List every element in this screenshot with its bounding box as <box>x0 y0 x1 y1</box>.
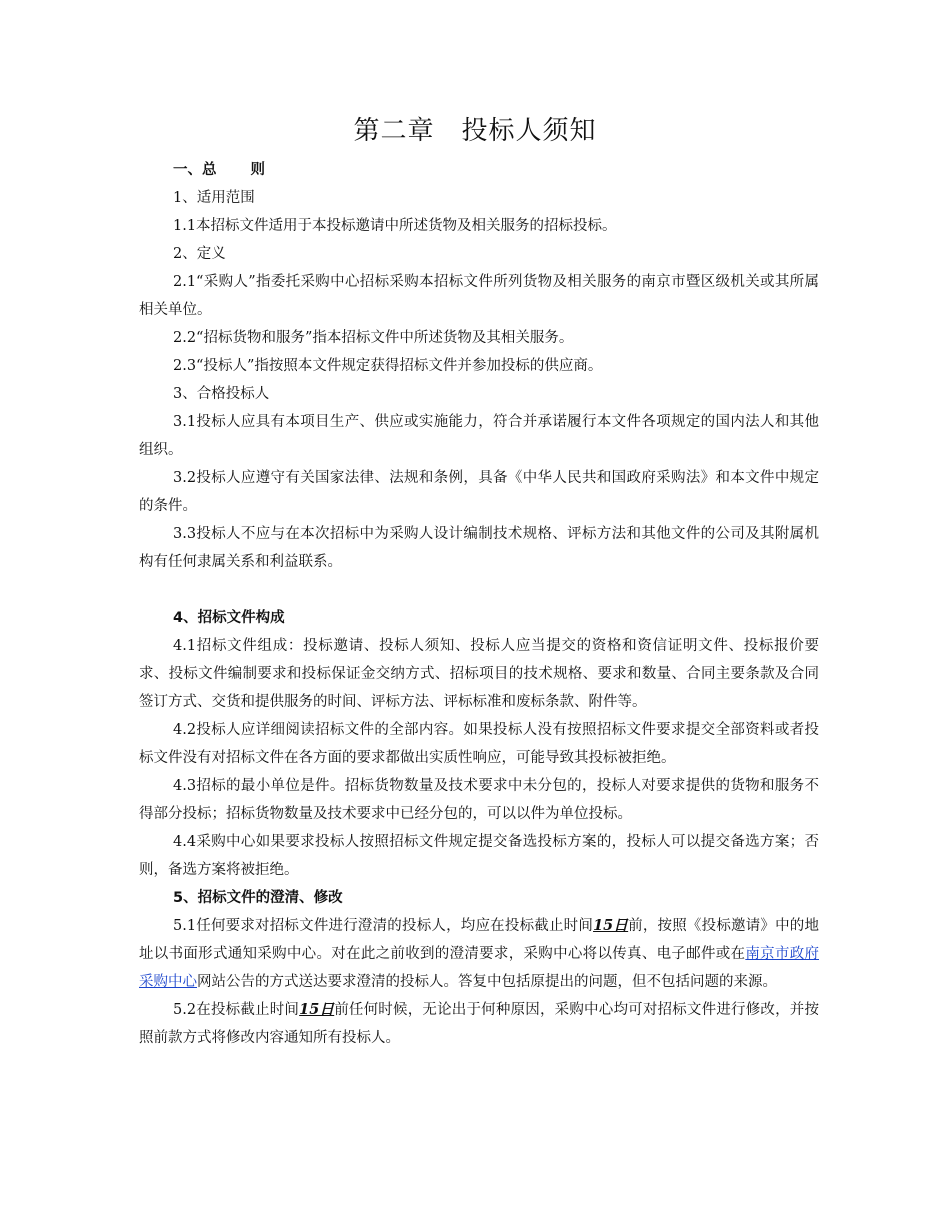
para-2-1: 2.1“采购人”指委托采购中心招标采购本招标文件所列货物及相关服务的南京市暨区级机关或其所属相关单位。 <box>139 274 819 318</box>
para-3-3: 3.3投标人不应与在本次招标中为采购人设计编制技术规格、评标方法和其他文件的公司及其附属机构有任何隶属关系和利益联系。 <box>139 526 819 570</box>
document-body <box>139 156 819 1052</box>
section-heading-4: 4、招标文件构成 <box>173 610 285 626</box>
heading-part-a: 一、总 <box>173 162 217 178</box>
para-qualified-bidder-heading: 3、合格投标人 <box>173 386 270 402</box>
para-3-1: 3.1投标人应具有本项目生产、供应或实施能力，符合并承诺履行本文件各项规定的国内法人和其他组织。 <box>139 414 819 458</box>
para-definition-heading: 2、定义 <box>173 246 226 262</box>
deadline-days: 15日 <box>593 917 629 934</box>
para-2-3: 2.3“投标人”指按照本文件规定获得招标文件并参加投标的供应商。 <box>173 358 603 374</box>
para-5-1-part-c: 网站公告的方式送达要求澄清的投标人。答复中包括原提出的问题，但不包括问题的来源。 <box>197 974 777 990</box>
heading-part-b: 则 <box>250 162 265 178</box>
para-3-2: 3.2投标人应遵守有关国家法律、法规和条例，具备《中华人民共和国政府采购法》和本文件中规定的条件。 <box>139 470 819 514</box>
para-5-2-part-a: 5.2在投标截止时间 <box>173 1002 300 1018</box>
section-heading-5: 5、招标文件的澄清、修改 <box>173 890 343 906</box>
deadline-days: 15日 <box>299 1001 335 1018</box>
para-scope-heading: 1、适用范围 <box>173 190 255 206</box>
nanjing-procurement-center-link[interactable]: 南京市政府采购中心 <box>139 946 819 990</box>
para-5-1-part-a: 5.1任何要求对招标文件进行澄清的投标人，均应在投标截止时间 <box>173 918 594 934</box>
para-4-4: 4.4采购中心如果要求投标人按照招标文件规定提交备选投标方案的，投标人可以提交备选方案；否则，备选方案将被拒绝。 <box>139 834 819 878</box>
para-5-1-part-b: 前，按照《投标邀请》中的地址以书面形式通知采购中心。对在此之前收到的澄清要求，采购中心将以传真、电子邮件或在 <box>139 918 819 962</box>
para-5-2-part-b: 前任何时候，无论出于何种原因，采购中心均可对招标文件进行修改，并按照前款方式将修改内容通知所有投标人。 <box>139 1002 820 1046</box>
para-1-1: 1.1本招标文件适用于本投标邀请中所述货物及相关服务的招标投标。 <box>173 218 617 234</box>
para-5-2 <box>139 996 819 1052</box>
chapter-title: 第二章 投标人须知 <box>353 116 597 146</box>
para-4-2: 4.2投标人应详细阅读招标文件的全部内容。如果投标人没有按照招标文件要求提交全部资料或者投标文件没有对招标文件在各方面的要求都做出实质性响应，可能导致其投标被拒绝。 <box>139 722 819 766</box>
para-5-1 <box>139 912 819 996</box>
para-2-2: 2.2“招标货物和服务”指本招标文件中所述货物及其相关服务。 <box>173 330 574 346</box>
para-4-1: 4.1招标文件组成：投标邀请、投标人须知、投标人应当提交的资格和资信证明文件、投标报价要求、投标文件编制要求和投标保证金交纳方式、招标项目的技术规格、要求和数量、合同主要条款及合同签订方式、交货和提供服务的时间、评标方法、评标标准和废标条款、附件等。 <box>139 638 819 710</box>
para-4-3: 4.3招标的最小单位是件。招标货物数量及技术要求中未分包的，投标人对要求提供的货物和服务不得部分投标；招标货物数量及技术要求中已经分包的，可以以件为单位投标。 <box>139 778 819 822</box>
section-heading-general <box>139 156 819 184</box>
